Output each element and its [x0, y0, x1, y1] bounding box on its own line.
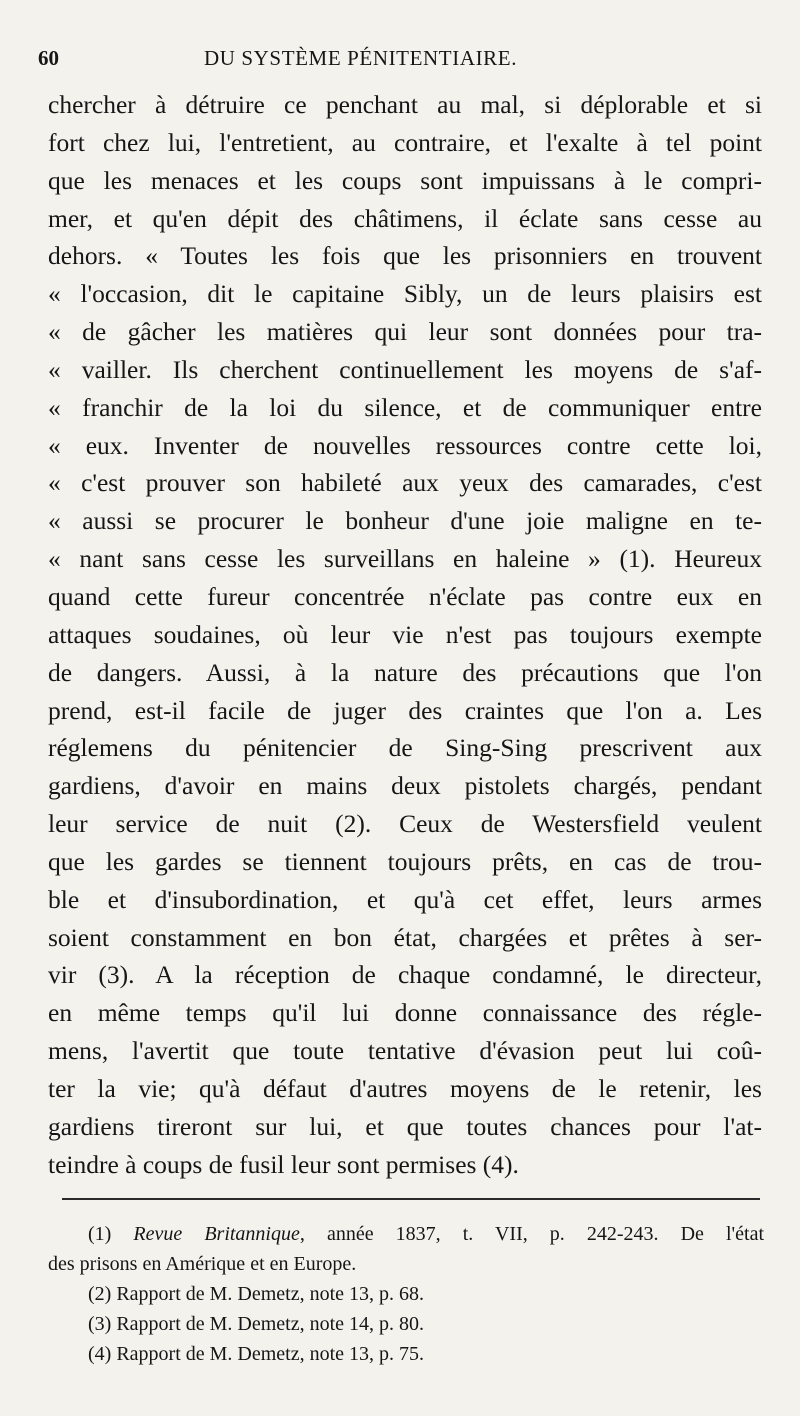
text-line: attaques soudaines, où leur vie n'est pas toujours exempte — [48, 619, 762, 649]
footnote-2: (2) Rapport de M. Demetz, note 13, p. 68. — [88, 1283, 425, 1305]
footnote-divider — [62, 1198, 760, 1200]
text-line: ble et d'insubordination, et qu'à cet effet, leurs armes — [48, 884, 762, 914]
text-line: « de gâcher les matières qui leur sont données pour tra- — [48, 317, 762, 347]
footnotes — [48, 1219, 764, 1369]
text-line: que les gardes se tiennent toujours prêts, en cas de trou- — [48, 846, 762, 876]
text-line: « nant sans cesse les surveillans en haleine » (1). Heureux — [48, 544, 762, 574]
text-line: vir (3). A la réception de chaque condamné, le directeur, — [48, 960, 762, 990]
page-number: 60 — [38, 46, 59, 70]
footnote-1-number: (1) — [88, 1223, 112, 1245]
text-line-last: teindre à coups de fusil leur sont permises (4). — [48, 1149, 519, 1179]
text-line: réglemens du pénitencier de Sing-Sing prescrivent aux — [48, 733, 762, 763]
text-line: ter la vie; qu'à défaut d'autres moyens de le retenir, les — [48, 1073, 762, 1103]
text-line: soient constamment en bon état, chargées et prêtes à ser- — [48, 922, 762, 952]
text-line: « l'occasion, dit le capitaine Sibly, un de leurs plaisirs est — [48, 279, 762, 309]
text-line: gardiens tireront sur lui, et que toutes chances pour l'at- — [48, 1111, 762, 1141]
text-line: fort chez lui, l'entretient, au contraire, et l'exalte à tel point — [48, 127, 762, 157]
text-line: dehors. « Toutes les fois que les prisonniers en trouvent — [48, 241, 762, 271]
text-line: en même temps qu'il lui donne connaissance des régle- — [48, 998, 762, 1028]
text-line: chercher à détruire ce penchant au mal, si déplorable et si — [48, 90, 762, 119]
footnote-1-continuation: des prisons en Amérique et en Europe. — [48, 1253, 357, 1275]
footnote-1 — [48, 1219, 764, 1249]
body-text — [48, 86, 762, 1183]
text-line: gardiens, d'avoir en mains deux pistolets chargés, pendant — [48, 771, 762, 801]
text-line: « c'est prouver son habileté aux yeux des camarades, c'est — [48, 468, 762, 498]
text-line: « vailler. Ils cherchent continuellement les moyens de s'af- — [48, 354, 762, 384]
text-line: mens, l'avertit que toute tentative d'évasion peut lui coû- — [48, 1036, 762, 1066]
text-line: que les menaces et les coups sont impuissans à le compri- — [48, 165, 762, 195]
text-line: « aussi se procurer le bonheur d'une joie maligne en te- — [48, 506, 762, 536]
text-line: leur service de nuit (2). Ceux de Westersfield veulent — [48, 809, 762, 839]
footnote-1-text: , année 1837, t. VII, p. 242-243. De l'état — [299, 1223, 764, 1245]
footnote-1-source: Revue Britannique — [133, 1223, 300, 1245]
footnote-3: (3) Rapport de M. Demetz, note 14, p. 80. — [88, 1313, 425, 1335]
text-line: « eux. Inventer de nouvelles ressources contre cette loi, — [48, 430, 762, 460]
text-line: quand cette fureur concentrée n'éclate pas contre eux en — [48, 581, 762, 611]
text-line: mer, et qu'en dépit des châtimens, il éclate sans cesse au — [48, 203, 762, 233]
footnote-4: (4) Rapport de M. Demetz, note 13, p. 75. — [88, 1343, 425, 1365]
running-title: DU SYSTÈME PÉNITENTIAIRE. — [204, 46, 518, 70]
text-line: « franchir de la loi du silence, et de communiquer entre — [48, 392, 762, 422]
page-header — [38, 42, 758, 78]
text-line: prend, est-il facile de juger des craintes que l'on a. Les — [48, 695, 762, 725]
text-line: de dangers. Aussi, à la nature des précautions que l'on — [48, 657, 762, 687]
